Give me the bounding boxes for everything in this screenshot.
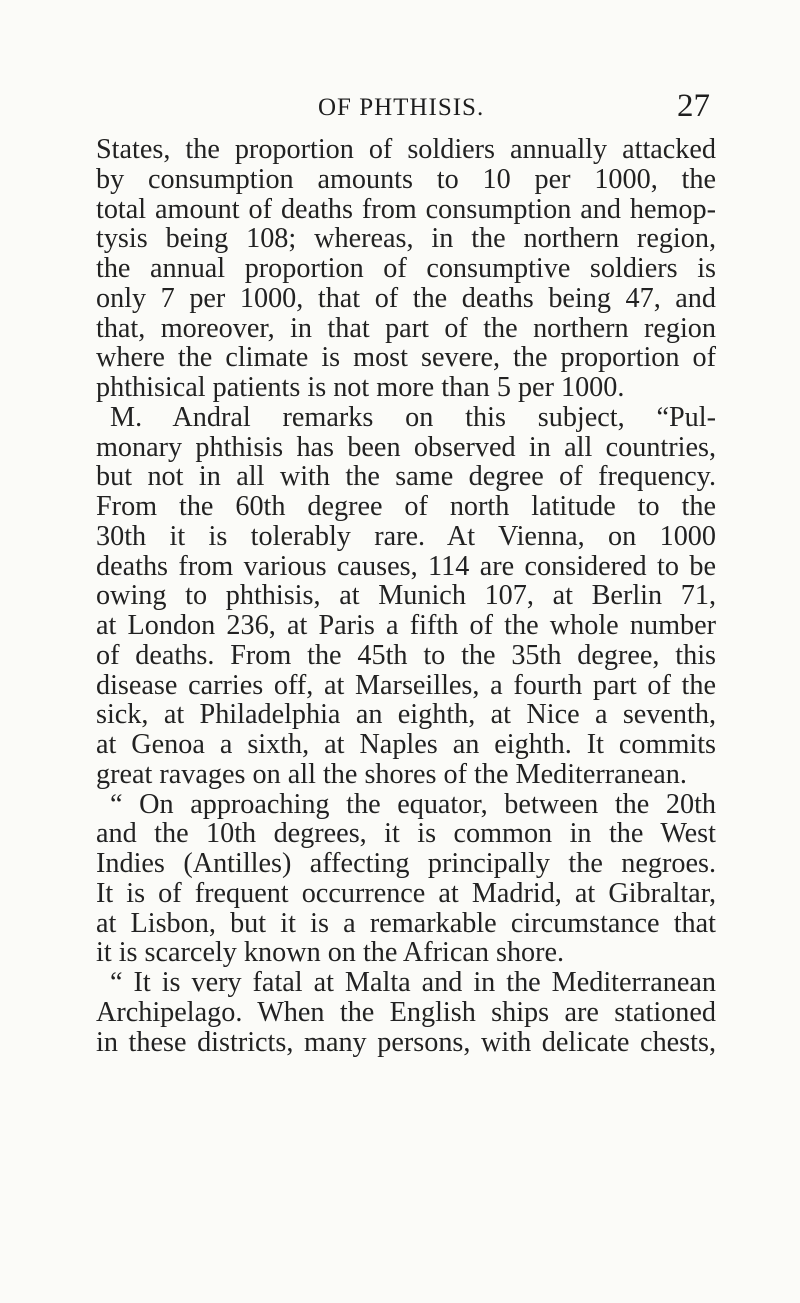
- text-line: the annual proportion of consumptive soldiers is: [96, 253, 716, 284]
- text-line: by consumption amounts to 10 per 1000, the: [96, 163, 716, 195]
- text-line: Archipelago. When the English ships are stationed: [96, 996, 716, 1028]
- text-line: 30th it is tolerably rare. At Vienna, on 1000: [96, 520, 716, 552]
- running-head: [96, 88, 712, 128]
- text-line: States, the proportion of soldiers annually attacked: [96, 134, 716, 165]
- running-title: OF PHTHISIS.: [318, 94, 485, 121]
- text-line: “ On approaching the equator, between the 20th: [110, 788, 716, 820]
- text-line: great ravages on all the shores of the Mediterranean.: [96, 758, 687, 790]
- body-text: [96, 135, 716, 1057]
- text-line: tysis being 108; whereas, in the northern region,: [96, 223, 716, 255]
- text-line: “ It is very fatal at Malta and in the Mediterranean: [110, 967, 716, 998]
- text-line: deaths from various causes, 114 are considered to be: [96, 550, 716, 582]
- text-line: at Lisbon, but it is a remarkable circumstance that: [96, 907, 716, 939]
- text-line: phthisical patients is not more than 5 per 1000.: [96, 372, 625, 403]
- text-line: of deaths. From the 45th to the 35th degree, this: [96, 639, 716, 671]
- text-line: only 7 per 1000, that of the deaths being 47, and: [96, 282, 716, 314]
- text-line: and the 10th degrees, it is common in the West: [96, 818, 716, 850]
- text-line: disease carries off, at Marseilles, a fourth part of the: [96, 669, 716, 701]
- text-line: in these districts, many persons, with delicate chests,: [96, 1026, 716, 1058]
- text-line: but not in all with the same degree of frequency.: [96, 461, 716, 493]
- text-line: that, moreover, in that part of the northern region: [96, 312, 716, 344]
- text-line: It is of frequent occurrence at Madrid, at Gibraltar,: [96, 877, 716, 909]
- text-line: monary phthisis has been observed in all countries,: [96, 431, 716, 463]
- text-line: where the climate is most severe, the proportion of: [96, 342, 716, 374]
- text-line: Indies (Antilles) affecting principally the negroes.: [96, 848, 716, 879]
- text-line: at London 236, at Paris a fifth of the whole number: [96, 610, 716, 641]
- text-line: at Genoa a sixth, at Naples an eighth. It commits: [96, 729, 716, 760]
- text-line: owing to phthisis, at Munich 107, at Berlin 71,: [96, 580, 716, 612]
- text-line: From the 60th degree of north latitude to the: [96, 491, 716, 522]
- text-line: it is scarcely known on the African shore.: [96, 937, 565, 969]
- text-line: sick, at Philadelphia an eighth, at Nice a seventh,: [96, 699, 716, 731]
- text-line: M. Andral remarks on this subject, “Pul-: [110, 401, 716, 433]
- text-line: total amount of deaths from consumption and hemop-: [96, 193, 716, 225]
- page-number: 27: [677, 88, 710, 124]
